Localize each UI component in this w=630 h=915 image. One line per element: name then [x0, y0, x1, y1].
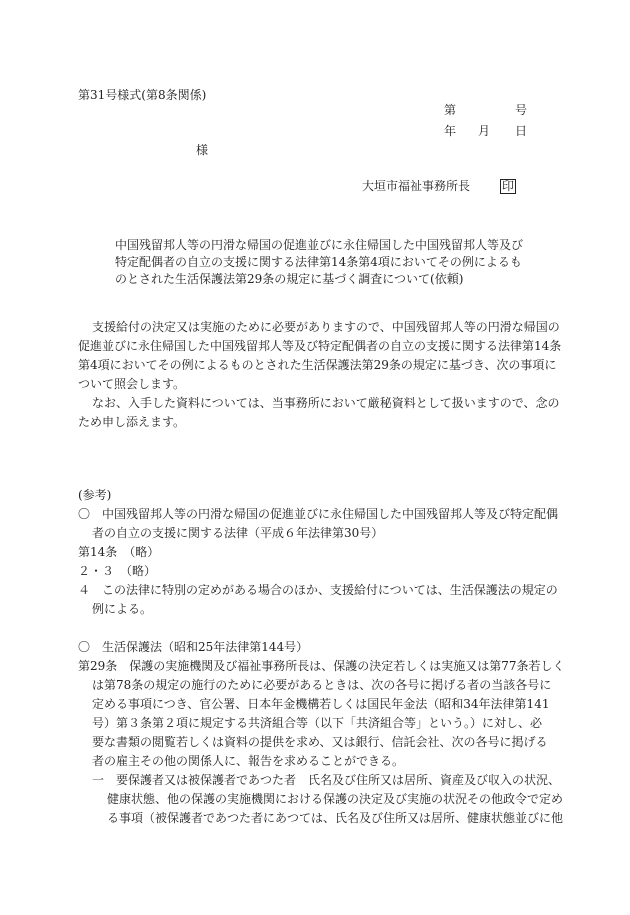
- number-go: 号: [515, 103, 528, 117]
- item-1-line-1: 一 要保護者又は被保護者であつた者 氏名及び住所又は居所、資産及び収入の状況、: [92, 773, 561, 787]
- date-year: 年: [444, 124, 457, 138]
- article-14-4a: ４ この法律に特別の定めがある場合のほか、支援給付については、生活保護法の規定の: [78, 583, 558, 597]
- title-line-2: 特定配偶者の自立の支援に関する法律第14条第4項においてその例によるも: [115, 255, 522, 269]
- article-29-line-1: 第29条 保護の実施機関及び福祉事務所長は、保護の決定若しくは実施又は第77条若しく: [78, 659, 565, 673]
- sender-label: 大垣市福祉事務所長: [362, 179, 471, 193]
- item-1-line-3: る事項（被保護者であつた者にあつては、氏名及び住所又は居所、健康状態並びに他: [107, 811, 564, 825]
- seal-mark: 印: [502, 179, 515, 193]
- article-29-line-4: 号）第３条第２項に規定する共済組合等（以下「共済組合等」という。）に対し、必: [92, 716, 543, 730]
- body-line-1: 支援給付の決定又は実施のために必要がありますので、中国残留邦人等の円滑な帰国の: [92, 320, 560, 334]
- body-line-3: 第4項においてその例によるものとされた生活保護法第29条の規定に基づき、次の事項に: [78, 358, 557, 372]
- item-1-line-2: 健康状態、他の保護の実施機関における保護の決定及び実施の状況その他政令で定め: [107, 792, 564, 806]
- article-14: 第14条 （略）: [78, 545, 160, 559]
- body-line-6: ため申し添えます。: [78, 415, 186, 429]
- addressee-suffix: 様: [196, 143, 209, 157]
- law2-title: 〇 生活保護法（昭和25年法律第144号）: [78, 640, 309, 654]
- body-line-2: 促進並びに永住帰国した中国残留邦人等及び特定配偶者の自立の支援に関する法律第14条: [78, 339, 562, 353]
- law1-title-b: 者の自立の支援に関する法律（平成６年法律第30号）: [92, 526, 384, 540]
- body-line-4: ついて照会します。: [78, 377, 186, 391]
- article-14-4b: 例による。: [92, 602, 153, 616]
- article-29-line-3: 定める事項につき、官公署、日本年金機構若しくは国民年金法（昭和34年法律第141: [92, 697, 550, 711]
- reference-heading: (参考): [78, 488, 112, 502]
- article-29-line-5: 要な書類の閲覧若しくは資料の提供を求め、又は銀行、信託会社、次の各号に掲げる: [92, 735, 548, 749]
- date-month: 月: [478, 124, 491, 138]
- title-line-3: のとされた生活保護法第29条の規定に基づく調査について(依頼): [115, 272, 464, 286]
- form-label: 第31号様式(第8条関係): [78, 88, 207, 102]
- number-dai: 第: [444, 103, 457, 117]
- article-14-2-3: ２・３ （略）: [78, 564, 157, 578]
- article-29-line-6: 者の雇主その他の関係人に、報告を求めることができる。: [92, 754, 405, 768]
- article-29-line-2: は第78条の規定の施行のために必要があるときは、次の各号に掲げる者の当該各号に: [92, 678, 552, 692]
- date-day: 日: [515, 124, 528, 138]
- sender-name: [362, 179, 516, 194]
- law1-title-a: 〇 中国残留邦人等の円滑な帰国の促進並びに永住帰国した中国残留邦人等及び特定配偶: [78, 507, 559, 521]
- title-line-1: 中国残留邦人等の円滑な帰国の促進並びに永住帰国した中国残留邦人等及び: [115, 238, 524, 252]
- body-line-5: なお、入手した資料については、当事務所において厳秘資料として扱いますので、念の: [92, 396, 560, 410]
